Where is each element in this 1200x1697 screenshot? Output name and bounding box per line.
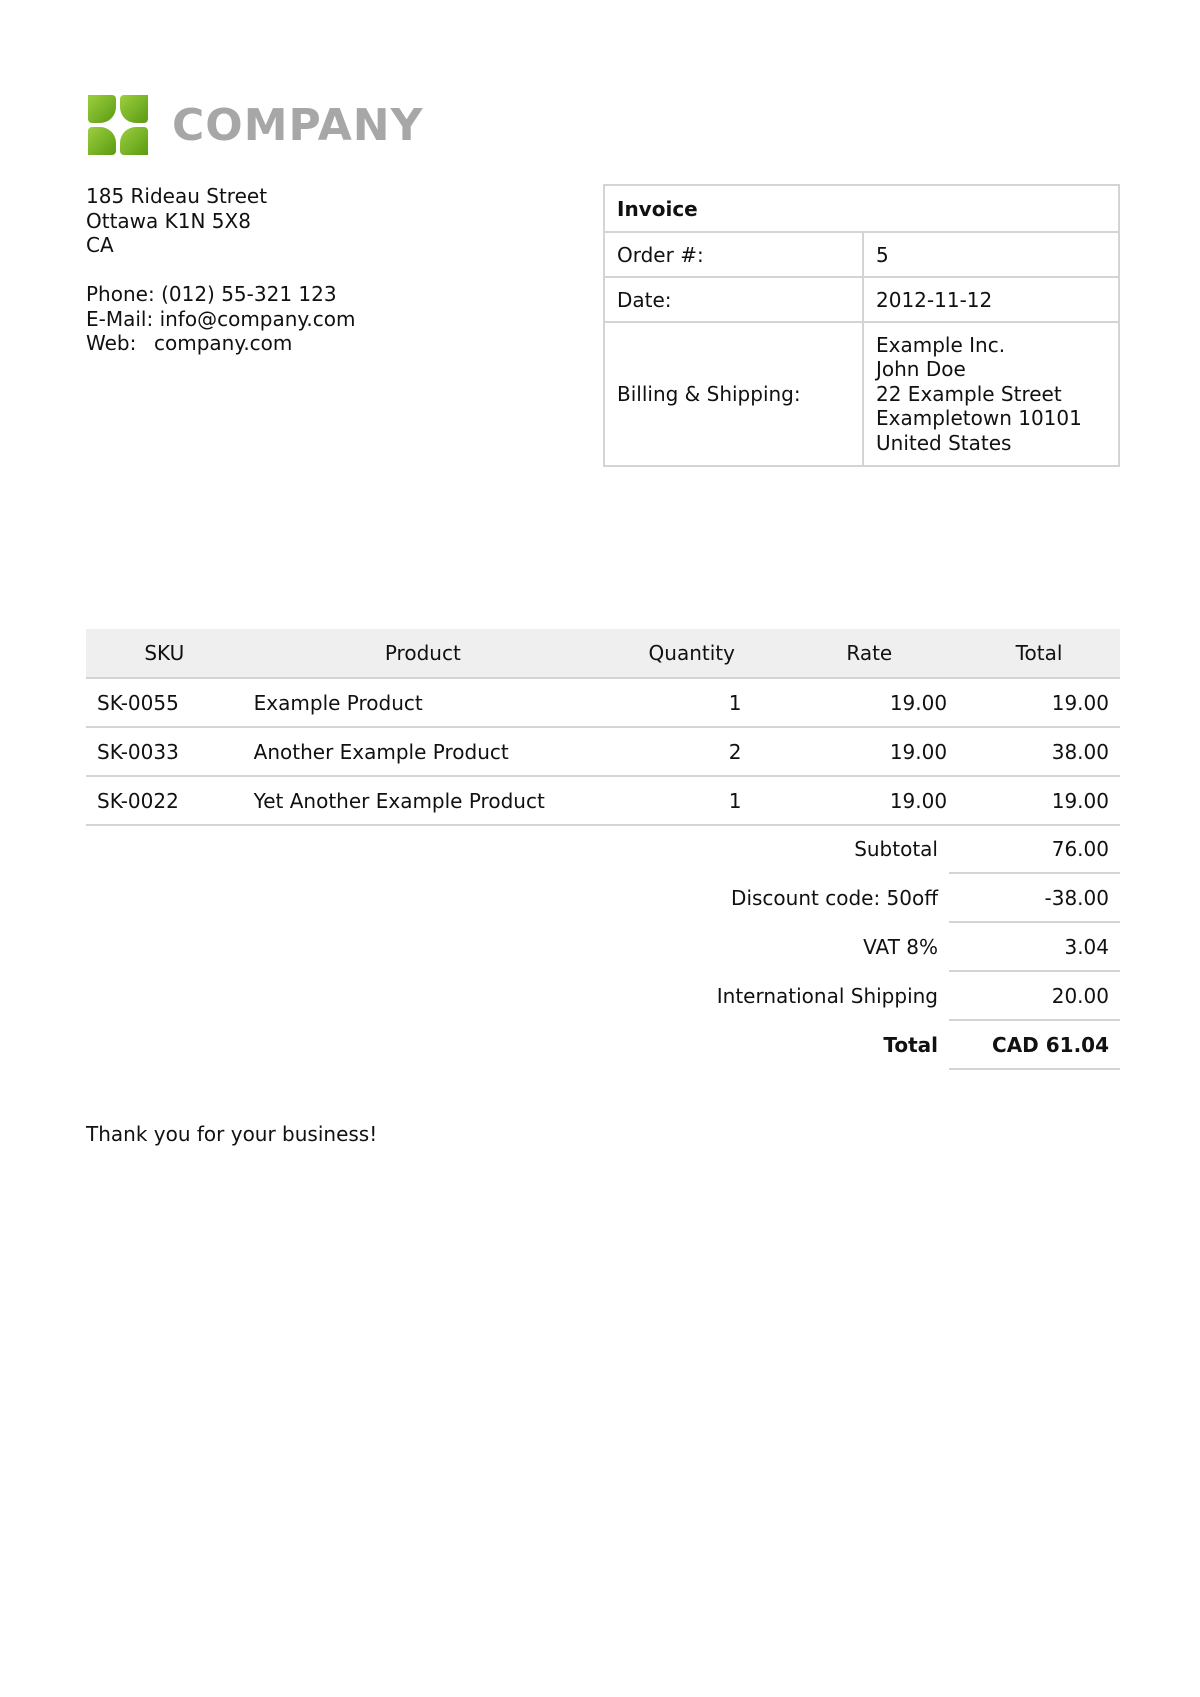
billing-line: John Doe	[876, 357, 966, 382]
shipping-value: 20.00	[949, 971, 1120, 1020]
cell-quantity: 1	[603, 678, 781, 727]
date-value: 2012-11-12	[863, 277, 1119, 322]
column-header-total: Total	[958, 629, 1120, 678]
billing-line: Example Inc.	[876, 332, 1006, 357]
column-header-quantity: Quantity	[603, 629, 781, 678]
billing-address	[863, 322, 1119, 466]
vat-label: VAT 8%	[863, 934, 938, 959]
cell-total: 19.00	[958, 678, 1120, 727]
order-label: Order #:	[604, 232, 863, 277]
web-row	[86, 331, 356, 356]
invoice-details-table	[603, 184, 1120, 467]
cell-sku: SK-0055	[86, 678, 243, 727]
billing-label: Billing & Shipping:	[604, 322, 863, 466]
discount-value: -38.00	[949, 873, 1120, 922]
shipping-label: International Shipping	[716, 983, 938, 1008]
web-value[interactable]: company.com	[154, 331, 293, 355]
shipping-row	[86, 971, 1120, 1020]
email-value[interactable]: info@company.com	[159, 306, 356, 331]
phone-value: (012) 55-321 123	[161, 282, 337, 306]
grand-total-label: Total	[883, 1032, 938, 1057]
cell-quantity: 2	[603, 727, 781, 776]
vat-value: 3.04	[949, 922, 1120, 971]
cell-product: Another Example Product	[243, 727, 603, 776]
sender-address	[86, 184, 356, 356]
table-header-row	[86, 629, 1120, 678]
billing-line: United States	[876, 430, 1012, 455]
column-header-product: Product	[243, 629, 603, 678]
web-label: Web:	[86, 331, 137, 355]
subtotal-value: 76.00	[949, 825, 1120, 873]
company-name: COMPANY	[172, 99, 424, 151]
order-value: 5	[863, 232, 1119, 277]
email-row	[86, 307, 356, 332]
cell-quantity: 1	[603, 776, 781, 825]
date-label: Date:	[604, 277, 863, 322]
phone-label: Phone:	[86, 282, 155, 306]
phone-row	[86, 282, 356, 307]
billing-line: Exampletown 10101	[876, 406, 1082, 431]
address-line: 185 Rideau Street	[86, 184, 268, 208]
table-row	[86, 727, 1120, 776]
cell-rate: 19.00	[781, 776, 959, 825]
table-row	[86, 678, 1120, 727]
cell-total: 38.00	[958, 727, 1120, 776]
email-label: E-Mail:	[86, 306, 154, 331]
company-logo	[86, 92, 423, 158]
subtotal-label: Subtotal	[854, 837, 938, 861]
cell-sku: SK-0033	[86, 727, 243, 776]
subtotal-row	[86, 825, 1120, 873]
address-line: Ottawa K1N 5X8	[86, 208, 251, 233]
cell-sku: SK-0022	[86, 776, 243, 825]
discount-label: Discount code: 50off	[731, 885, 938, 910]
billing-line: 22 Example Street	[876, 381, 1062, 406]
clover-logo-icon	[86, 93, 150, 157]
cell-product: Yet Another Example Product	[243, 776, 603, 825]
column-header-rate: Rate	[781, 629, 959, 678]
discount-row	[86, 873, 1120, 922]
table-row	[86, 776, 1120, 825]
cell-total: 19.00	[958, 776, 1120, 825]
cell-product: Example Product	[243, 678, 603, 727]
grand-total-row	[86, 1020, 1120, 1069]
thank-you-note: Thank you for your business!	[86, 1122, 378, 1146]
vat-row	[86, 922, 1120, 971]
address-line: CA	[86, 233, 114, 257]
invoice-title: Invoice	[604, 185, 1119, 232]
grand-total-value: CAD 61.04	[949, 1020, 1120, 1069]
line-items-table	[86, 629, 1120, 826]
cell-rate: 19.00	[781, 678, 959, 727]
column-header-sku: SKU	[86, 629, 243, 678]
cell-rate: 19.00	[781, 727, 959, 776]
totals-table	[86, 825, 1120, 1070]
